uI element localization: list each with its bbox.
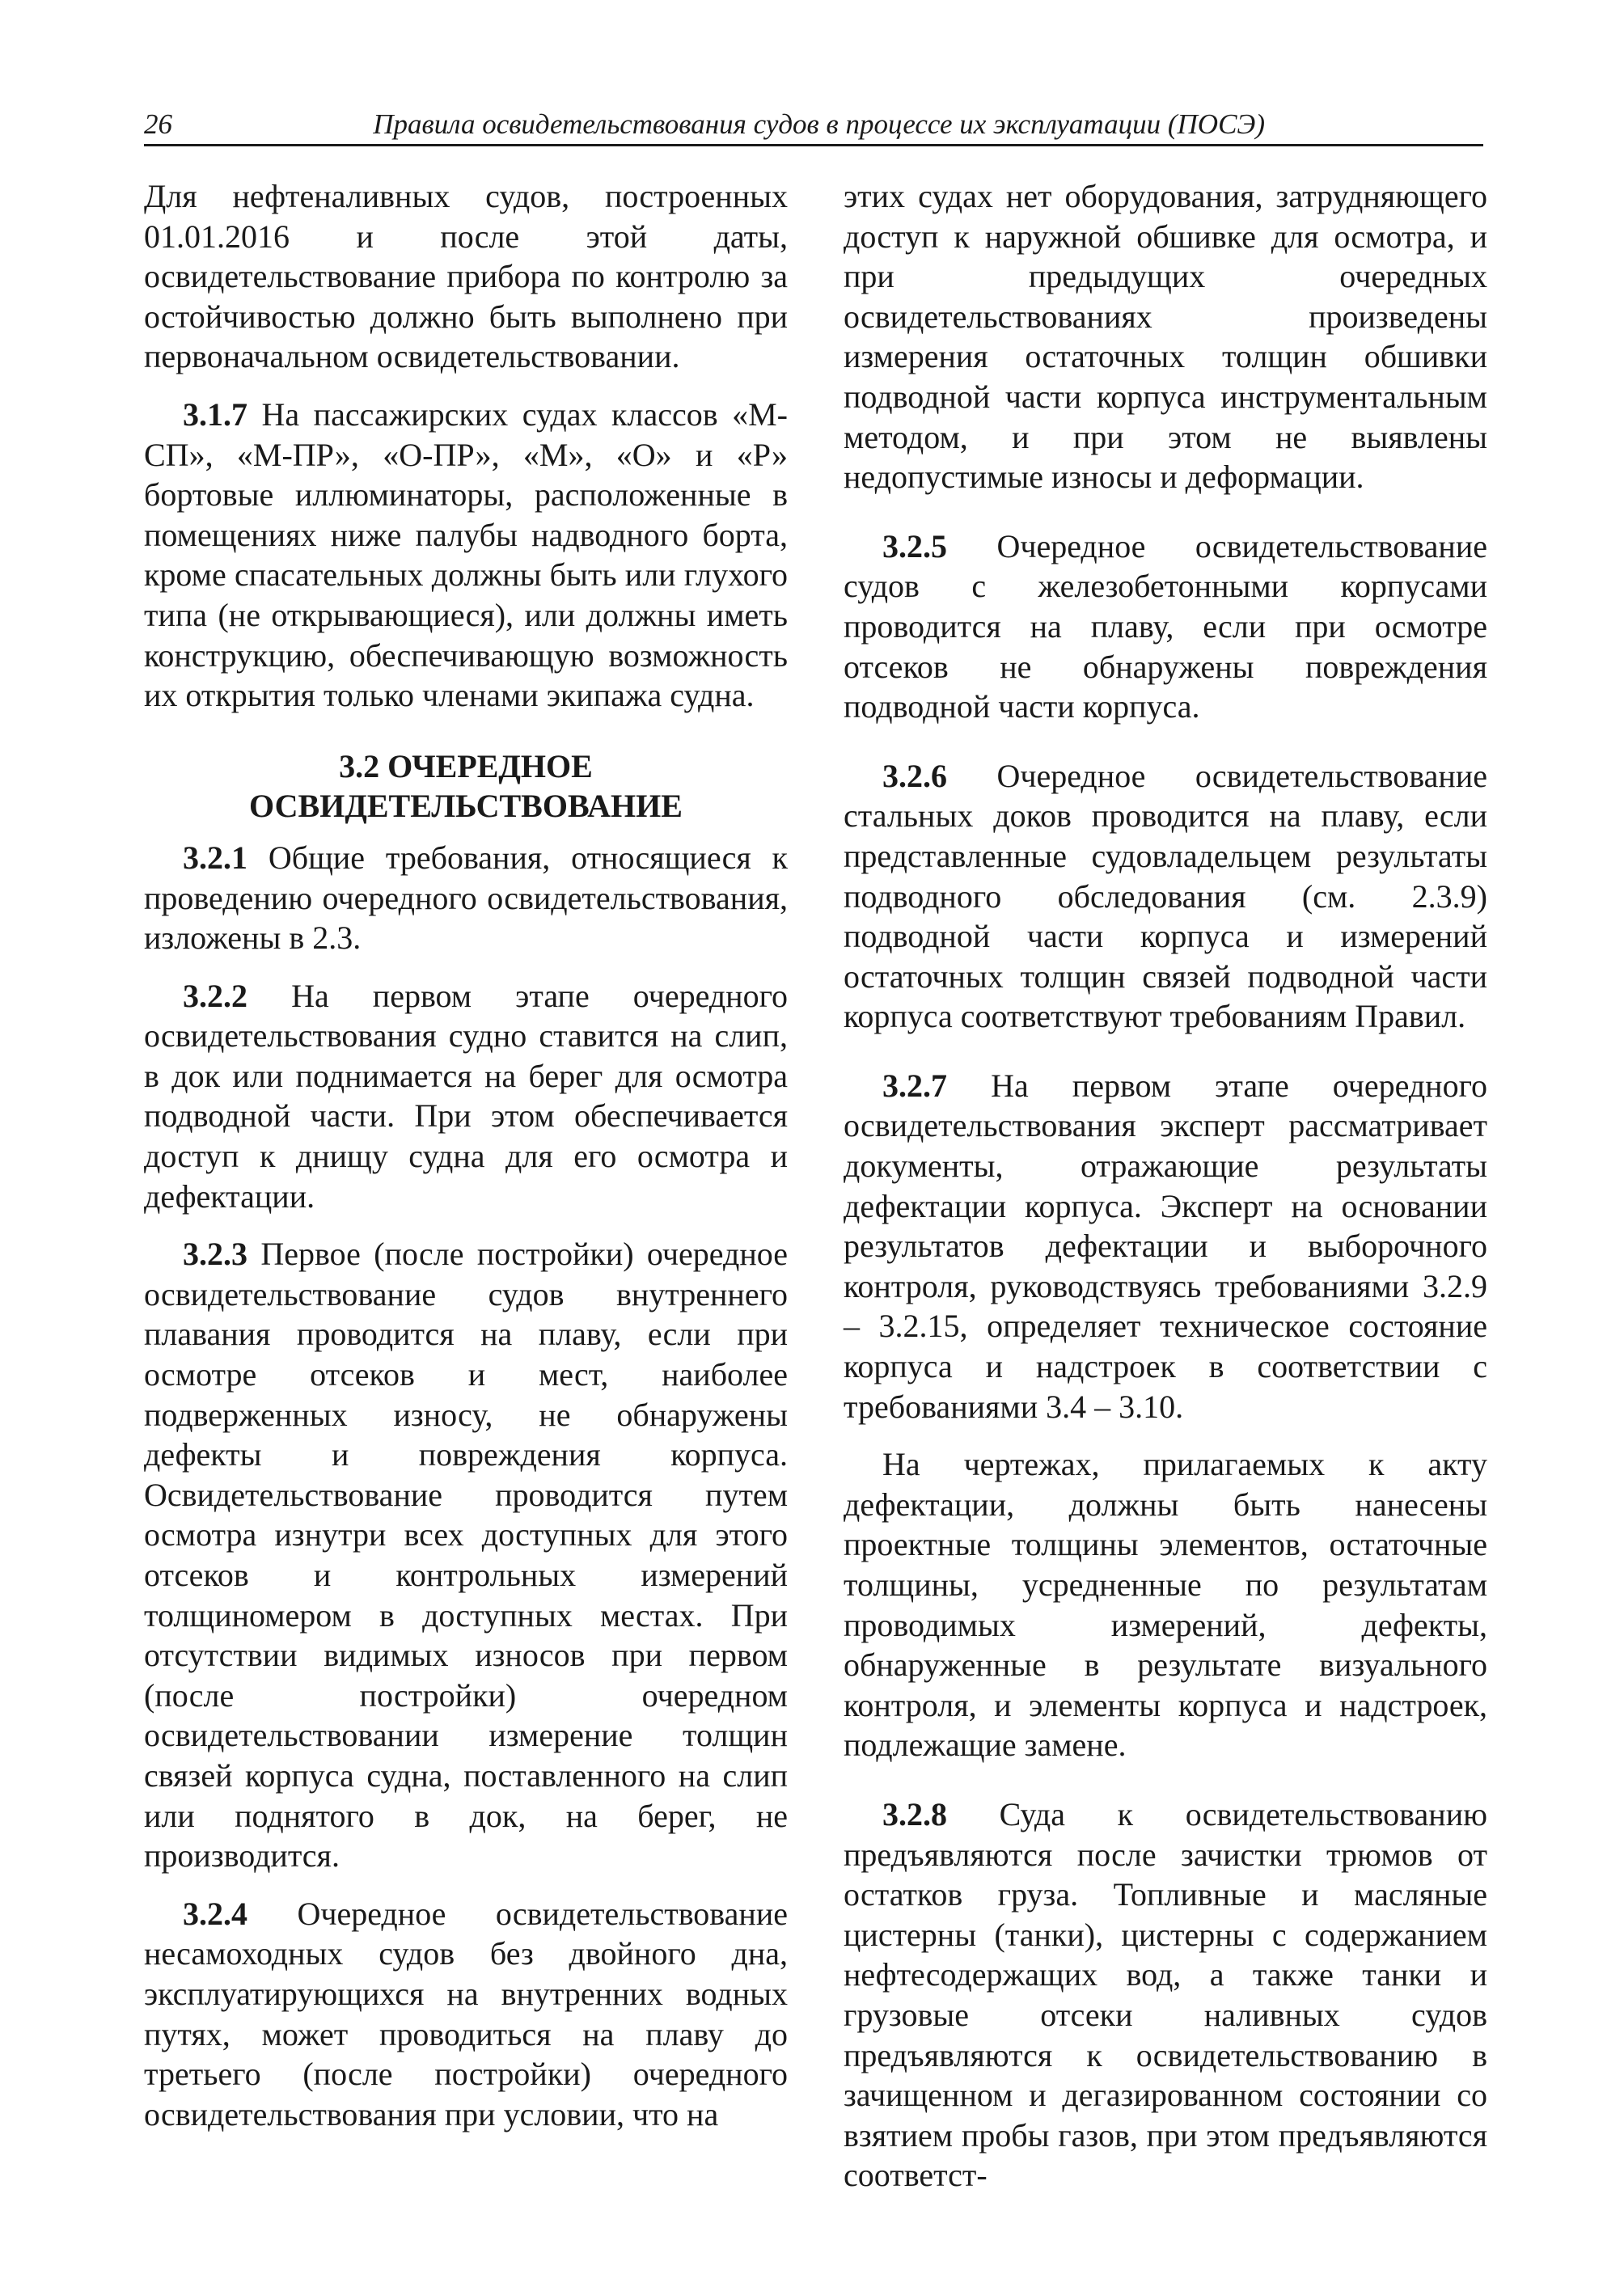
clause-text: Очередное освидетельствование судов с железобетонными корпусами проводится на плаву, если при осмотре отсеков не обнаружены повреждения подводной части корпуса. <box>844 527 1487 725</box>
clause-text: На первом этапе очередного освидетельствования судно ставится на слип, в док или поднимается на берег для осмотра подводной части. При этом обеспечивается доступ к днищу судна для его осмотра и дефектации. <box>144 977 788 1215</box>
paragraph-3-2-6 <box>844 756 1487 1037</box>
clause-text: Очередное освидетельствование несамоходных судов без двойного дна, эксплуатирующихся на внутренних водных путях, может проводиться на плаву до третьего (после постройки) очередного освидетельствования при условии, что на <box>144 1895 788 2132</box>
paragraph-intro: Для нефтеналивных судов, построенных 01.01.2016 и после этой даты, освидетельствование прибора по контролю за остойчивостью должно быть выполнено при первоначальном освидетельствовании. <box>144 178 788 375</box>
left-column <box>144 176 788 2134</box>
clause-text: Очередное освидетельствование стальных доков проводится на плаву, если представленные судовладельцем результаты подводного обследования (см. 2.3.9) подводной части корпуса и измерений остаточных толщин связей подводной части корпуса соответствуют требованиям Правил. <box>844 757 1487 1035</box>
clause-number: 3.2.4 <box>183 1895 247 1932</box>
paragraph-3-2-7-continued: На чертежах, прилагаемых к акту дефектации, должны быть нанесены проектные толщины элементов, остаточные толщины, усредненные по результатам проводимых измерений, дефекты, обнаруженные в результате визуального контроля, и элементы корпуса и надстроек, подлежащие замене. <box>844 1446 1487 1764</box>
clause-number: 3.1.7 <box>183 395 247 433</box>
paragraph-3-2-1 <box>144 838 788 958</box>
clause-number: 3.2.2 <box>183 977 247 1014</box>
clause-number: 3.2.6 <box>882 757 947 794</box>
clause-number: 3.2.1 <box>183 839 247 876</box>
paragraph-3-2-3 <box>144 1234 788 1876</box>
clause-text: На пассажирских судах классов «М-СП», «М-ПР», «О-ПР», «М», «О» и «Р» бортовые иллюминаторы, расположенные в помещениях ниже палубы надводного борта, кроме спасательных должны быть или глухого типа (не открывающиеся), или должны иметь конструкцию, обеспечивающую возможность их открытия только членами экипажа судна. <box>144 395 788 714</box>
paragraph-3-1-7 <box>144 395 788 716</box>
clause-text: Общие требования, относящиеся к проведению очередного освидетельствования, изложены в 2.3. <box>144 839 788 957</box>
paragraph-3-2-8 <box>844 1794 1487 2196</box>
clause-text: Первое (после постройки) очередное освидетельствование судов внутреннего плавания проводится на плаву, если при осмотре отсеков и мест, наиболее подверженных износу, не обнаружены дефекты и повреждения корпуса. Освидетельствование проводится путем осмотра изнутри всех доступных для этого отсеков и контрольных измерений толщиномером в доступных местах. При отсутствии видимых износов при первом (после постройки) очередном освидетельствовании измерение толщин связей корпуса судна, поставленного на слип или поднятого в док, на берег, не производится. <box>144 1236 788 1875</box>
section-title-line-2: ОСВИДЕТЕЛЬСТВОВАНИЕ <box>249 788 683 825</box>
paragraph-3-2-7 <box>844 1066 1487 1427</box>
paragraph-3-2-2 <box>144 976 788 1217</box>
running-header <box>144 104 1483 146</box>
running-title: Правила освидетельствования судов в процессе их эксплуатации (ПОСЭ) <box>373 108 1265 140</box>
clause-text: На первом этапе очередного освидетельствования эксперт рассматривает документы, отражающие результаты дефектации корпуса. Эксперт на основании результатов дефектации и выборочного контроля, руководствуясь требованиями 3.2.9 – 3.2.15, определяет техническое состояние корпуса и надстроек в соответствии с требованиями 3.4 – 3.10. <box>844 1067 1487 1425</box>
page-number: 26 <box>144 108 172 140</box>
paragraph-3-2-5 <box>844 526 1487 727</box>
clause-number: 3.2.8 <box>882 1795 947 1832</box>
paragraph-3-2-4 <box>144 1894 788 2135</box>
paragraph-3-2-4-continued: этих судах нет оборудования, затрудняющего доступ к наружной обшивке для осмотра, и при предыдущих очередных освидетельствованиях произведены измерения остаточных толщин обшивки подводной части корпуса инструментальным методом, и при этом не выявлены недопустимые износы и деформации. <box>844 178 1487 496</box>
clause-number: 3.2.7 <box>882 1067 947 1104</box>
clause-text: Суда к освидетельствованию предъявляются после зачистки трюмов от остатков груза. Топливные и масляные цистерны (танки), цистерны с содержанием нефтесодержащих вод, а также танки и грузовые отсеки наливных судов предъявляются к освидетельствованию в зачищенном и дегазированном состоянии со взятием пробы газов, при этом предъявляются соответст- <box>844 1795 1487 2194</box>
right-column <box>844 176 1487 2196</box>
section-title <box>144 746 788 826</box>
section-title-line-1: 3.2 ОЧЕРЕДНОЕ <box>339 747 593 784</box>
clause-number: 3.2.3 <box>183 1236 247 1273</box>
clause-number: 3.2.5 <box>882 527 947 564</box>
